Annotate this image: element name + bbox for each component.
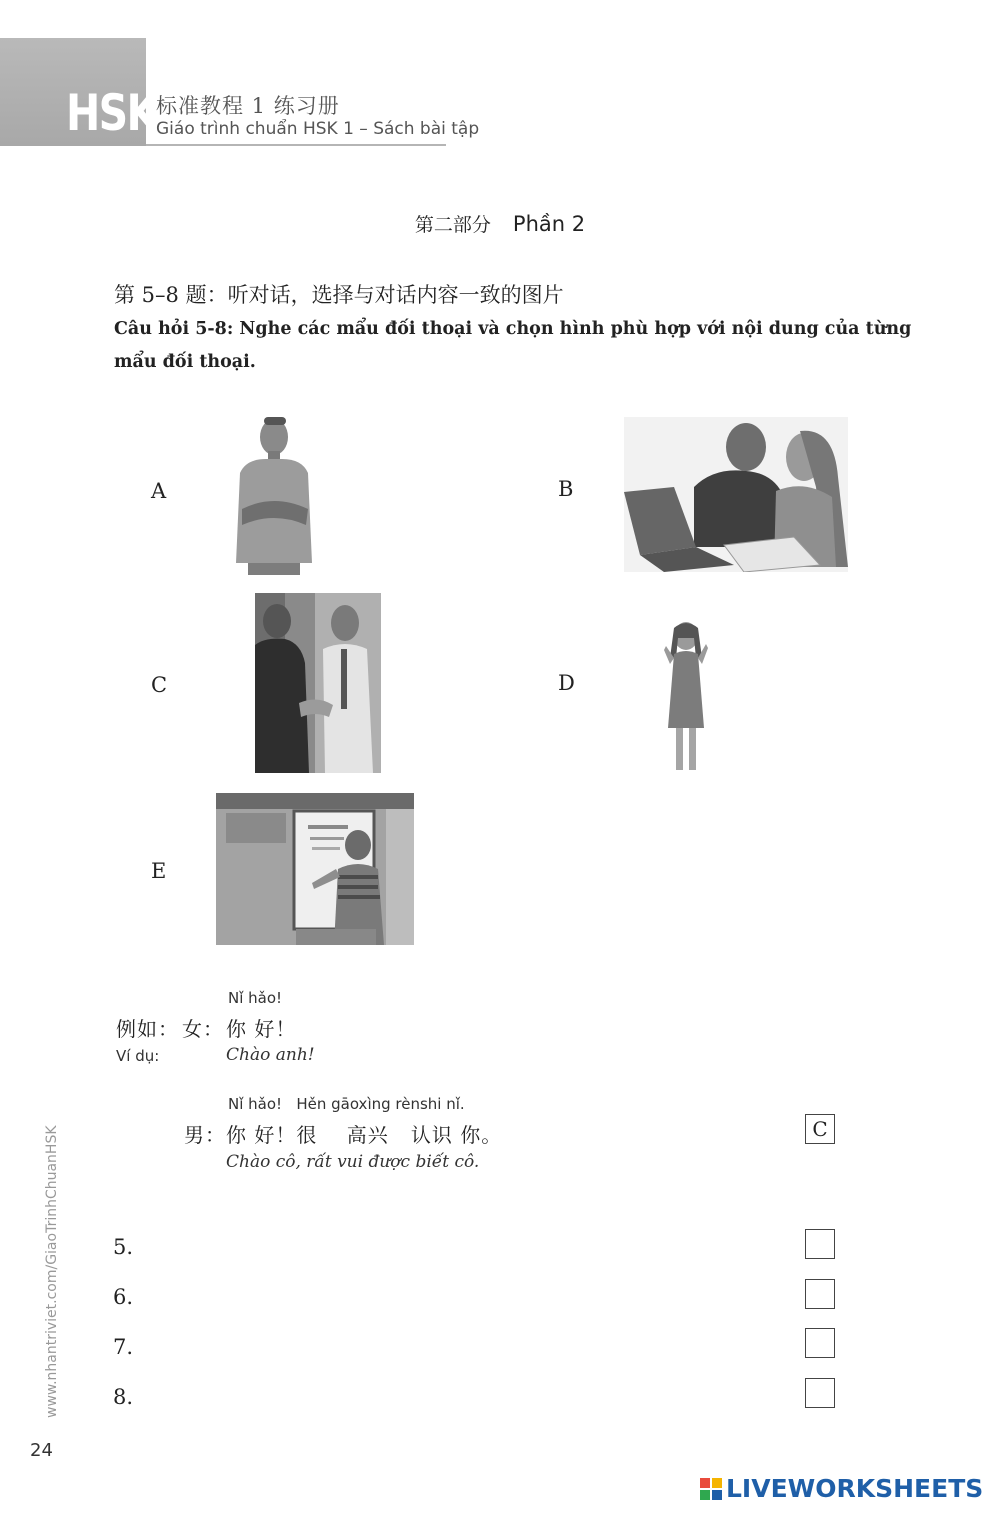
item-number-5: 5. — [113, 1235, 134, 1259]
choice-letter-a: A — [151, 479, 167, 503]
answer-input-6[interactable] — [805, 1279, 835, 1309]
side-url: www.nhantriviet.com/GiaoTrinhChuanHSK — [44, 1125, 60, 1418]
item-number-6: 6. — [113, 1285, 134, 1309]
item-number-8: 8. — [113, 1385, 134, 1409]
choice-letter-c: C — [151, 673, 168, 697]
example-line2-translation: Chào cô, rất vui được biết cô. — [226, 1152, 480, 1172]
instruction-cn: 第 5–8 题：听对话，选择与对话内容一致的图片 — [114, 283, 564, 307]
choice-letter-d: D — [558, 671, 575, 695]
liveworksheets-wordmark: LIVEWORKSHEETS — [726, 1474, 984, 1503]
example-line2-speaker: 男： — [184, 1123, 226, 1147]
page-number: 24 — [30, 1440, 53, 1461]
header-title-vn: Giáo trình chuẩn HSK 1 – Sách bài tập — [156, 119, 480, 139]
liveworksheets-brand[interactable] — [700, 1474, 983, 1503]
example-answer-box: C — [805, 1114, 835, 1144]
header-rule — [146, 144, 446, 146]
example-line2-hanzi: 你 好！很 高兴 认识 你。 — [226, 1123, 503, 1147]
section-title — [0, 210, 1000, 237]
example-label-cn: 例如： — [116, 1017, 179, 1041]
example-line1-pinyin: Nǐ hǎo! — [228, 989, 283, 1007]
handshake-photo — [255, 593, 381, 773]
answer-input-8[interactable] — [805, 1378, 835, 1408]
example-line1-hanzi: 你 好！ — [226, 1017, 297, 1041]
header-title-cn: 标准教程 1 练习册 — [156, 94, 340, 118]
example-line1-speaker: 女： — [182, 1017, 224, 1041]
example-line2-pinyin: Nǐ hǎo! Hěn gāoxìng rènshi nǐ. — [228, 1095, 465, 1113]
liveworksheets-logo-icon — [700, 1478, 722, 1500]
choice-letter-b: B — [558, 477, 574, 501]
example-line1-translation: Chào anh! — [226, 1045, 315, 1065]
section-title-vn: Phần 2 — [512, 212, 586, 236]
girl-in-dress-photo — [662, 618, 710, 774]
choice-letter-e: E — [151, 859, 167, 883]
answer-input-7[interactable] — [805, 1328, 835, 1358]
example-label-vn: Ví dụ: — [116, 1047, 160, 1065]
teacher-at-whiteboard-photo — [216, 793, 414, 945]
item-number-7: 7. — [113, 1335, 134, 1359]
instruction-vn: Câu hỏi 5-8: Nghe các mẩu đối thoại và chọn hình phù hợp với nội dung của từng mẩu đối thoại. — [114, 319, 912, 372]
couple-at-laptop-photo — [624, 417, 848, 572]
hsk-logo: HSK — [66, 84, 157, 142]
man-arms-crossed-photo — [226, 413, 322, 575]
answer-input-5[interactable] — [805, 1229, 835, 1259]
section-title-cn: 第二部分 — [414, 214, 491, 236]
